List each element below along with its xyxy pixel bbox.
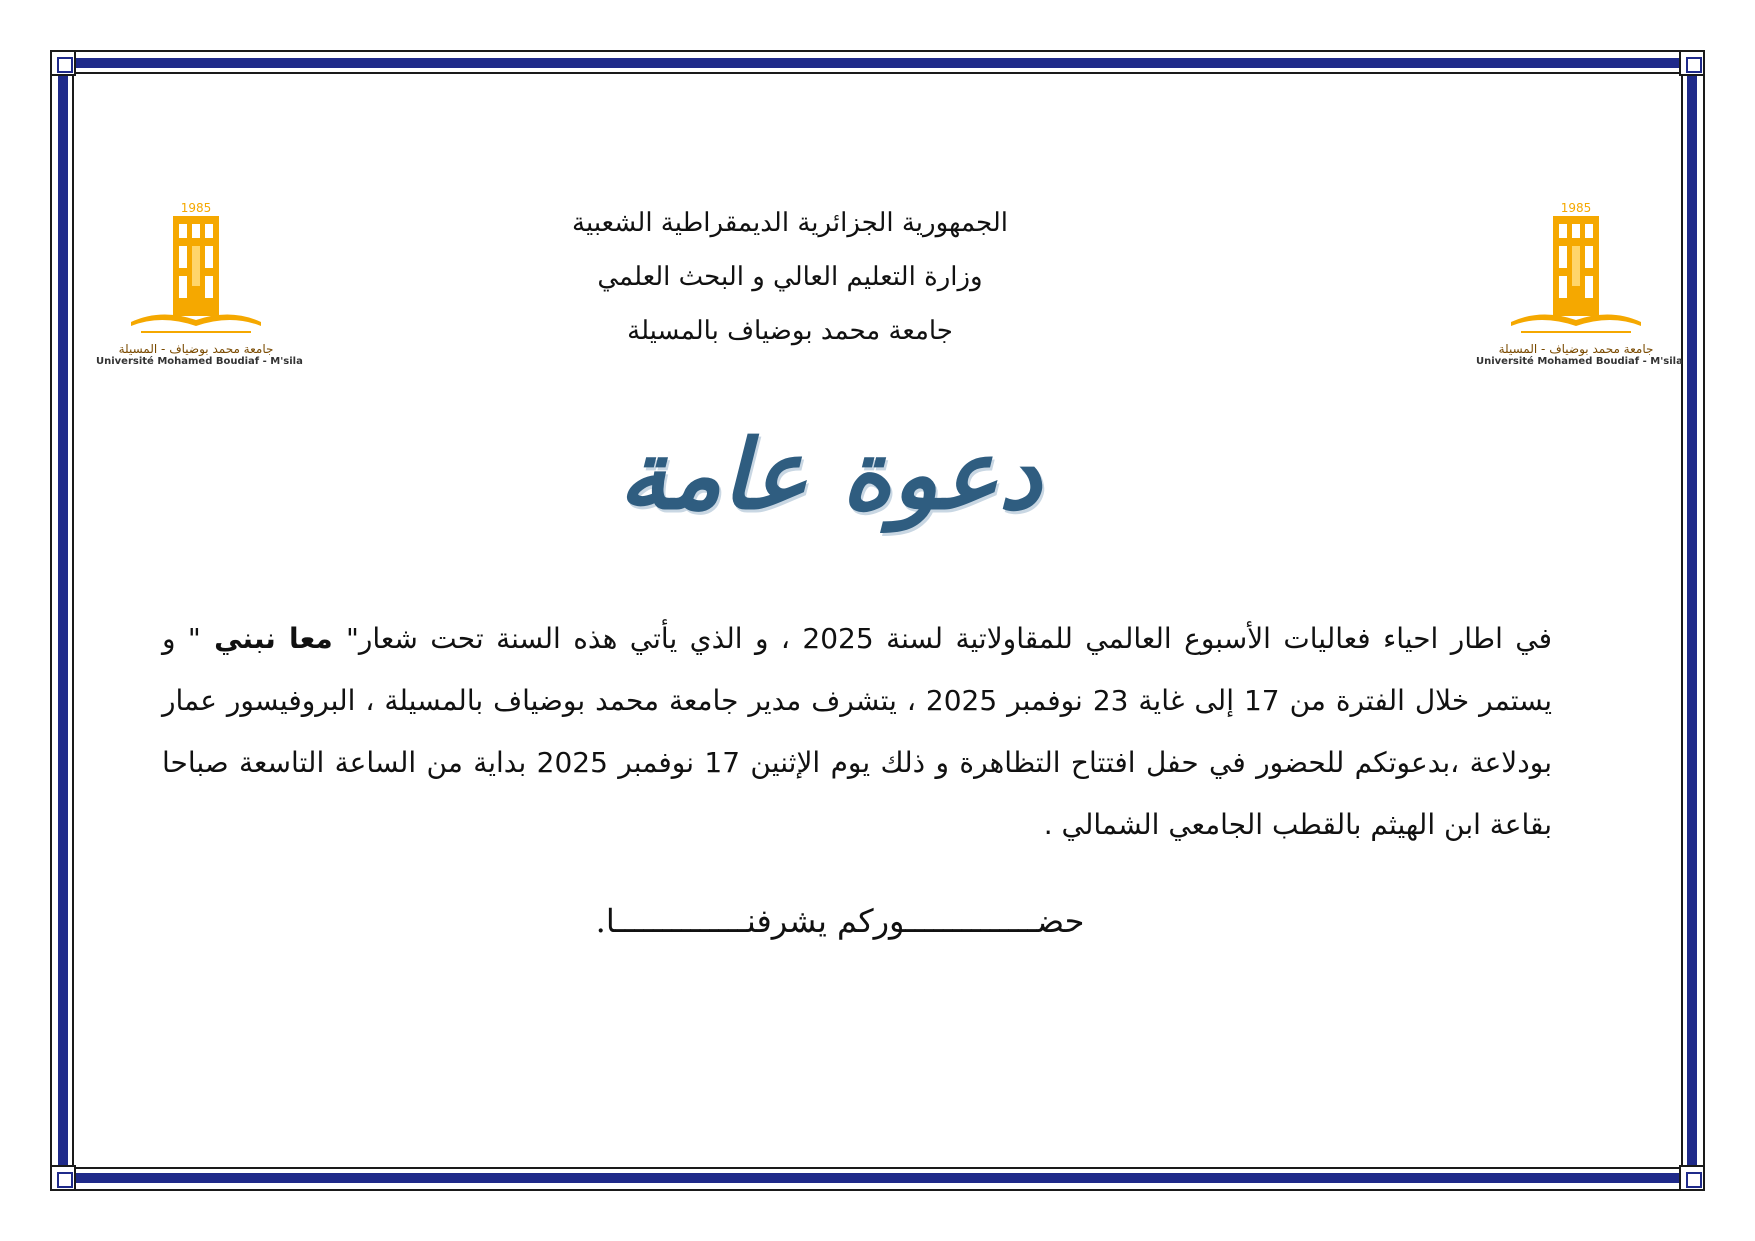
svg-text:1985: 1985 (180, 201, 212, 215)
header-republic: الجمهورية الجزائرية الديمقراطية الشعبية (572, 208, 1008, 238)
closing-line: حضــــــــــــــوركم يشرفنــــــــــــــا. (595, 902, 1085, 940)
body-part-2: " و يستمر خلال الفترة من 17 إلى غاية 23 نوفمبر 2025 ، يتشرف مدير جامعة محمد بوضياف بالمسيلة ، البروفيسور عمار بودلاعة ،بدعوتكم للحضور في حفل افتتاح التظاهرة و ذلك يوم الإثنين 17 نوفمبر 2025 بداية من الساعة التاسعة صباحا بقاعة ابن الهيثم بالقطب الجامعي الشمالي . (162, 622, 1553, 841)
corner-ornament-top-left (50, 50, 76, 76)
invitation-title-text: دعوة عامة (618, 419, 1042, 531)
corner-ornament-bottom-left (50, 1165, 76, 1191)
invitation-title (580, 390, 1080, 560)
svg-text:1985: 1985 (1560, 201, 1592, 215)
body-part-1: في اطار احياء فعاليات الأسبوع العالمي للمقاولاتية لسنة 2025 ، و الذي يأتي هذه السنة تحت شعار" (345, 622, 1552, 655)
logo-name-french: Université Mohamed Boudiaf - M'sila (96, 356, 303, 367)
university-tower-icon (121, 200, 271, 340)
university-logo-left (96, 200, 303, 380)
institution-header (560, 196, 1020, 358)
logo-name-french: Université Mohamed Boudiaf - M'sila (1476, 356, 1683, 367)
corner-ornament-bottom-right (1679, 1165, 1705, 1191)
logo-name-arabic: جامعة محمد بوضياف - المسيلة (1498, 342, 1654, 356)
corner-ornament-top-right (1679, 50, 1705, 76)
header-ministry: وزارة التعليم العالي و البحث العلمي (597, 262, 983, 292)
header-university: جامعة محمد بوضياف بالمسيلة (627, 316, 953, 346)
event-slogan: معا نبني (200, 622, 346, 655)
logo-name-arabic: جامعة محمد بوضياف - المسيلة (118, 342, 274, 356)
university-logo-right (1476, 200, 1683, 380)
invitation-body (162, 608, 1552, 856)
university-tower-icon (1501, 200, 1651, 340)
